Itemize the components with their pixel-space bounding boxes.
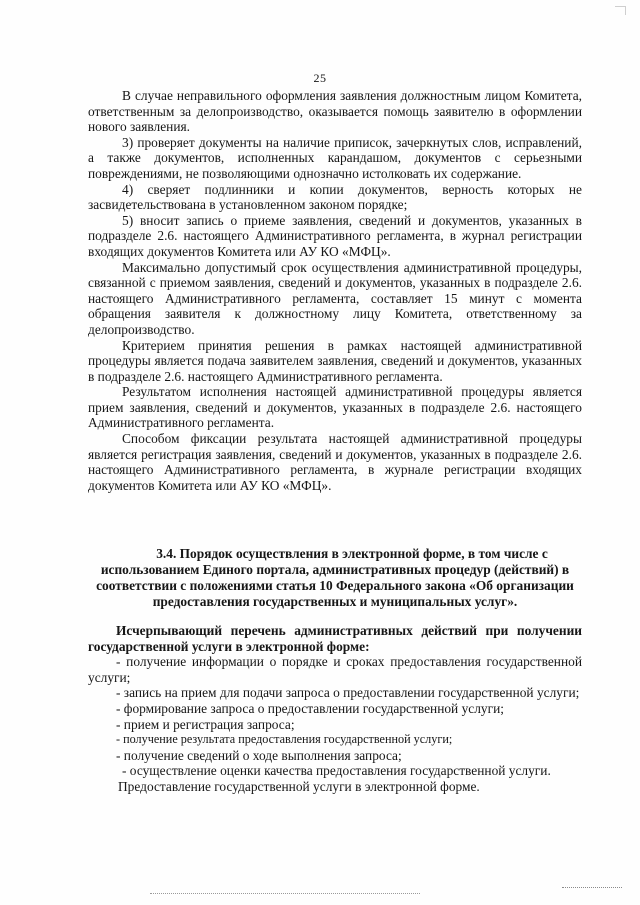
paragraph: 3) проверяет документы на наличие приписок, зачеркнутых слов, исправлений, а также документов, исполненных карандашом, документов с серьезными повреждениями, не позволяющими однозначно истолковать их содержание. — [88, 134, 582, 181]
paragraph: Результатом исполнения настоящей административной процедуры является прием заявления, сведений и документов, указанных в подразделе 2.6. настоящего Административного регламента. — [88, 384, 582, 431]
paragraph: Максимально допустимый срок осуществления административной процедуры, связанной с приемом заявления, сведений и документов, указанных в подразделе 2.6. настоящего Административного регламента, составляет 15 минут с момента обращения заявителя к должностному лицу Комитета, ответственному за делопроизводство. — [88, 259, 582, 337]
list-item: - запись на прием для подачи запроса о предоставлении государственной услуги; — [116, 685, 580, 701]
list-lead: Исчерпывающий перечень административных действий при получении государственной услуги в электронной форме: — [88, 623, 582, 654]
list-item: - формирование запроса о предоставлении государственной услуги; — [116, 700, 504, 716]
scan-corner-mark — [615, 6, 626, 15]
list-item: - прием и регистрация запроса; — [116, 716, 295, 732]
list-item: - осуществление оценки качества предоставления государственной услуги. — [122, 763, 551, 779]
actions-list — [88, 623, 582, 795]
scan-edge-line — [150, 893, 420, 895]
list-item: - получение результата предоставления государственной услуги; — [116, 732, 453, 747]
list-closing: Предоставление государственной услуги в электронной форме. — [118, 778, 480, 794]
paragraph: Критерием принятия решения в рамках настоящей административной процедуры является подача заявителем заявления, сведений и документов, указанных в подразделе 2.6. настоящего Административного регламента. — [88, 337, 582, 384]
paragraph: Способом фиксации результата настоящей административной процедуры является регистрация заявления, сведений и документов, указанных в подразделе 2.6. настоящего Административного регламента, в журнале регистрации входящих документов Комитета или АУ КО «МФЦ». — [88, 431, 582, 493]
paragraph: В случае неправильного оформления заявления должностным лицом Комитета, ответственным за делопроизводство, оказывается помощь заявителю в оформлении нового заявления. — [88, 88, 582, 135]
paragraph: 5) вносит запись о приеме заявления, сведений и документов, указанных в подразделе 2.6. настоящего Административного регламента, в журнал регистрации входящих документов Комитета или АУ КО «МФЦ». — [88, 212, 582, 259]
body-text — [88, 88, 582, 493]
scan-edge-dots — [562, 887, 622, 889]
section-heading: 3.4. Порядок осуществления в электронной форме, в том числе с использованием Единого портала, административных процедур (действий) в соответствии с положениями статья 10 Федерального закона «Об организации предоставления государственных и муниципальных услуг». — [96, 546, 574, 609]
paragraph: 4) сверяет подлинники и копии документов, верность которых не засвидетельствована в установленном законом порядке; — [88, 181, 582, 213]
page-number: 25 — [313, 71, 327, 85]
list-item: - получение информации о порядке и сроках предоставления государственной услуги; — [88, 654, 582, 685]
list-item: - получение сведений о ходе выполнения запроса; — [116, 747, 402, 763]
